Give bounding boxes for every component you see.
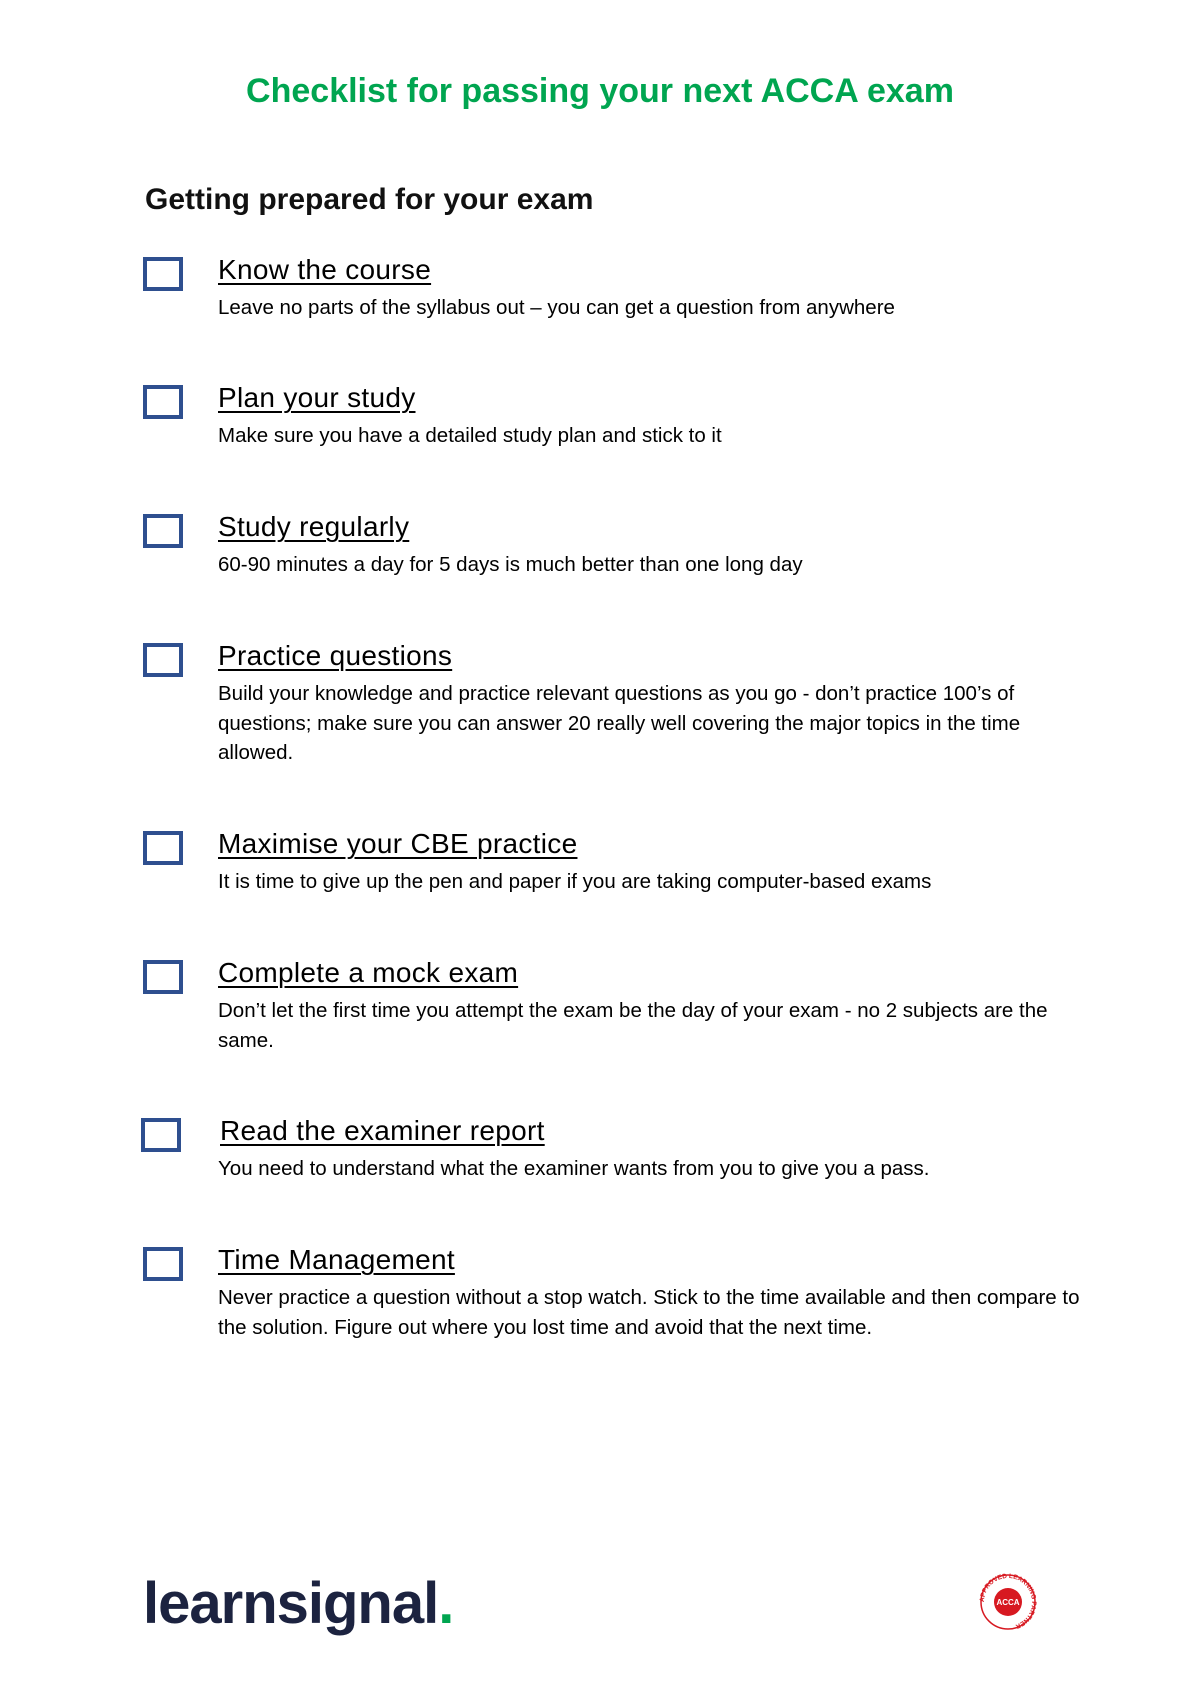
item-description: Don’t let the first time you attempt the exam be the day of your exam - no 2 subjects are the same. bbox=[218, 999, 1048, 1052]
checkbox[interactable] bbox=[143, 257, 183, 291]
page-title: Checklist for passing your next ACCA exam bbox=[246, 72, 954, 110]
item-title: Plan your study bbox=[218, 382, 416, 413]
item-description: Make sure you have a detailed study plan and stick to it bbox=[218, 424, 722, 447]
checkbox[interactable] bbox=[143, 643, 183, 677]
learnsignal-logo bbox=[143, 1570, 453, 1637]
logo-dot: . bbox=[438, 1571, 454, 1636]
checkbox[interactable] bbox=[143, 960, 183, 994]
item-title: Complete a mock exam bbox=[218, 957, 519, 988]
checkbox[interactable] bbox=[143, 831, 183, 865]
item-title: Know the course bbox=[218, 254, 432, 285]
item-description: Build your knowledge and practice relevant questions as you go - don’t practice 100’s of questions; make sure you can answer 20 really well covering the major topics in the time allowed. bbox=[218, 682, 1021, 764]
badge-acca-label: ACCA bbox=[996, 1598, 1020, 1607]
item-description: Never practice a question without a stop watch. Stick to the time available and then compare to the solution. Figure out where you lost time and avoid that the next time. bbox=[218, 1286, 1080, 1339]
checkbox[interactable] bbox=[143, 1247, 183, 1281]
item-description: 60-90 minutes a day for 5 days is much better than one long day bbox=[218, 553, 803, 576]
item-description: You need to understand what the examiner wants from you to give you a pass. bbox=[218, 1157, 930, 1180]
item-title: Read the examiner report bbox=[220, 1115, 545, 1146]
section-heading: Getting prepared for your exam bbox=[145, 183, 594, 216]
item-title: Practice questions bbox=[218, 640, 453, 671]
checkbox[interactable] bbox=[143, 514, 183, 548]
item-description: Leave no parts of the syllabus out – you can get a question from anywhere bbox=[218, 296, 895, 319]
checkbox[interactable] bbox=[143, 385, 183, 419]
item-title: Maximise your CBE practice bbox=[218, 828, 578, 859]
badge-ring-text: APPROVED LEARNING PARTNER bbox=[978, 1572, 1038, 1630]
item-description: It is time to give up the pen and paper if you are taking computer-based exams bbox=[218, 870, 932, 893]
item-title: Time Management bbox=[218, 1244, 455, 1275]
acca-approved-learning-partner-badge bbox=[968, 1566, 1048, 1638]
checkbox[interactable] bbox=[141, 1118, 181, 1152]
item-title: Study regularly bbox=[218, 511, 410, 542]
logo-text: learnsignal bbox=[143, 1571, 439, 1636]
